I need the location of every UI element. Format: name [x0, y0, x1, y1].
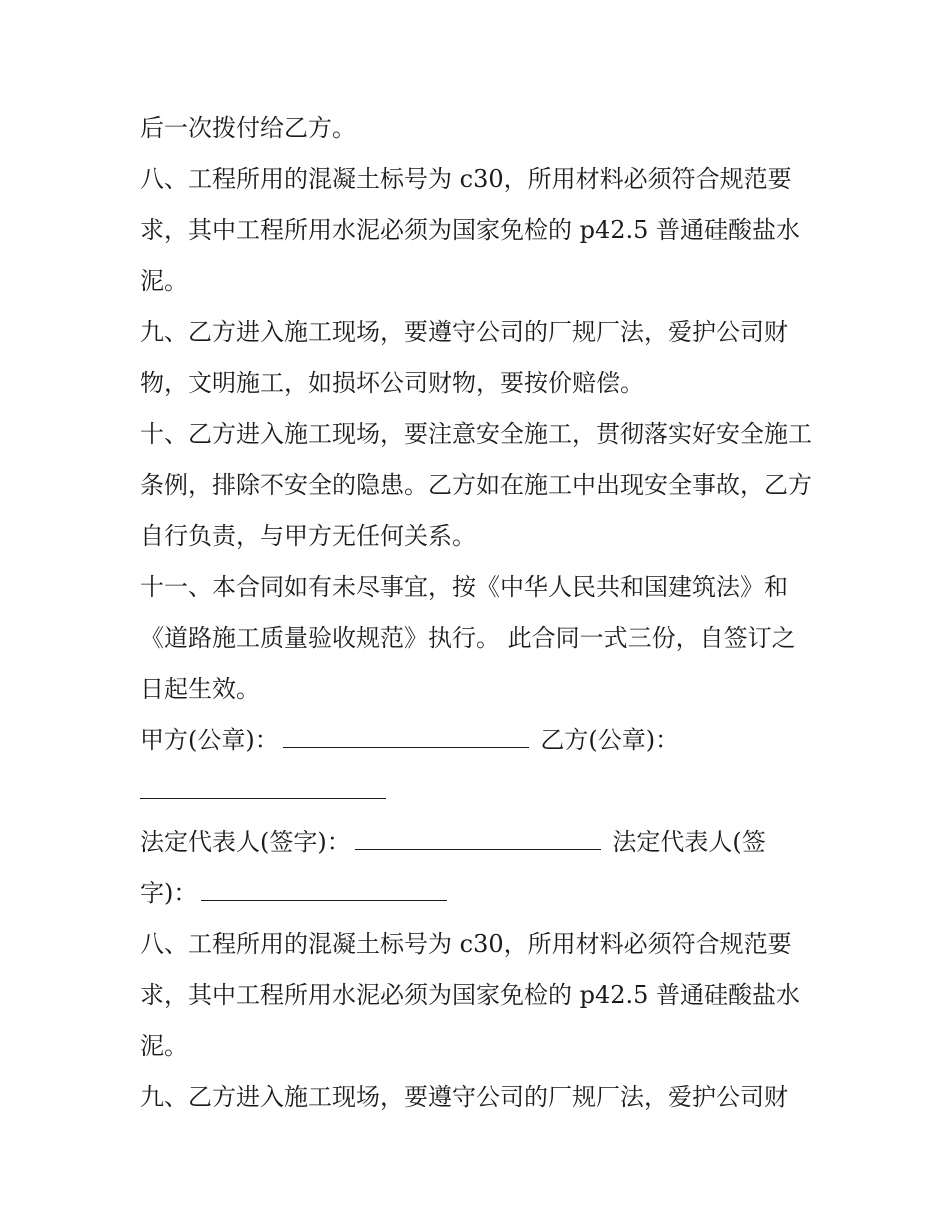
rep-a-signature-label: 法定代表人(签字)： [140, 828, 351, 856]
paragraph-continuation: 后一次拨付给乙方。 [140, 114, 356, 142]
rep-b-signature-label: 法定代表人(签字)： [140, 828, 766, 907]
signature-representative-row [140, 817, 815, 919]
party-a-seal-line [283, 727, 529, 748]
party-a-seal-label: 甲方(公章)： [140, 726, 279, 754]
party-b-seal-label: 乙方(公章)： [540, 726, 680, 754]
party-b-seal-line [140, 778, 386, 799]
paragraph-clause-9-repeat: 九、乙方进入施工现场，要遵守公司的厂规厂法，爱护公司财 [140, 1083, 788, 1111]
paragraph-clause-11: 十一、本合同如有未尽事宜，按《中华人民共和国建筑法》和《道路施工质量验收规范》执行。 此合同一式三份，自签订之日起生效。 [140, 573, 796, 703]
paragraph-clause-8-repeat: 八、工程所用的混凝土标号为 c30，所用材料必须符合规范要求，其中工程所用水泥必须为国家免检的 p42.5 普通硅酸盐水泥。 [140, 930, 801, 1060]
paragraph-clause-9: 九、乙方进入施工现场，要遵守公司的厂规厂法，爱护公司财物，文明施工，如损坏公司财物，要按价赔偿。 [140, 318, 788, 397]
rep-b-signature-line [201, 880, 447, 901]
paragraph-clause-8: 八、工程所用的混凝土标号为 c30，所用材料必须符合规范要求，其中工程所用水泥必须为国家免检的 p42.5 普通硅酸盐水泥。 [140, 165, 801, 295]
document-body [140, 103, 815, 1123]
paragraph-clause-10: 十、乙方进入施工现场，要注意安全施工，贯彻落实好安全施工条例，排除不安全的隐患。乙方如在施工中出现安全事故，乙方自行负责，与甲方无任何关系。 [140, 420, 812, 550]
rep-a-signature-line [355, 829, 601, 850]
signature-party-row [140, 715, 815, 817]
